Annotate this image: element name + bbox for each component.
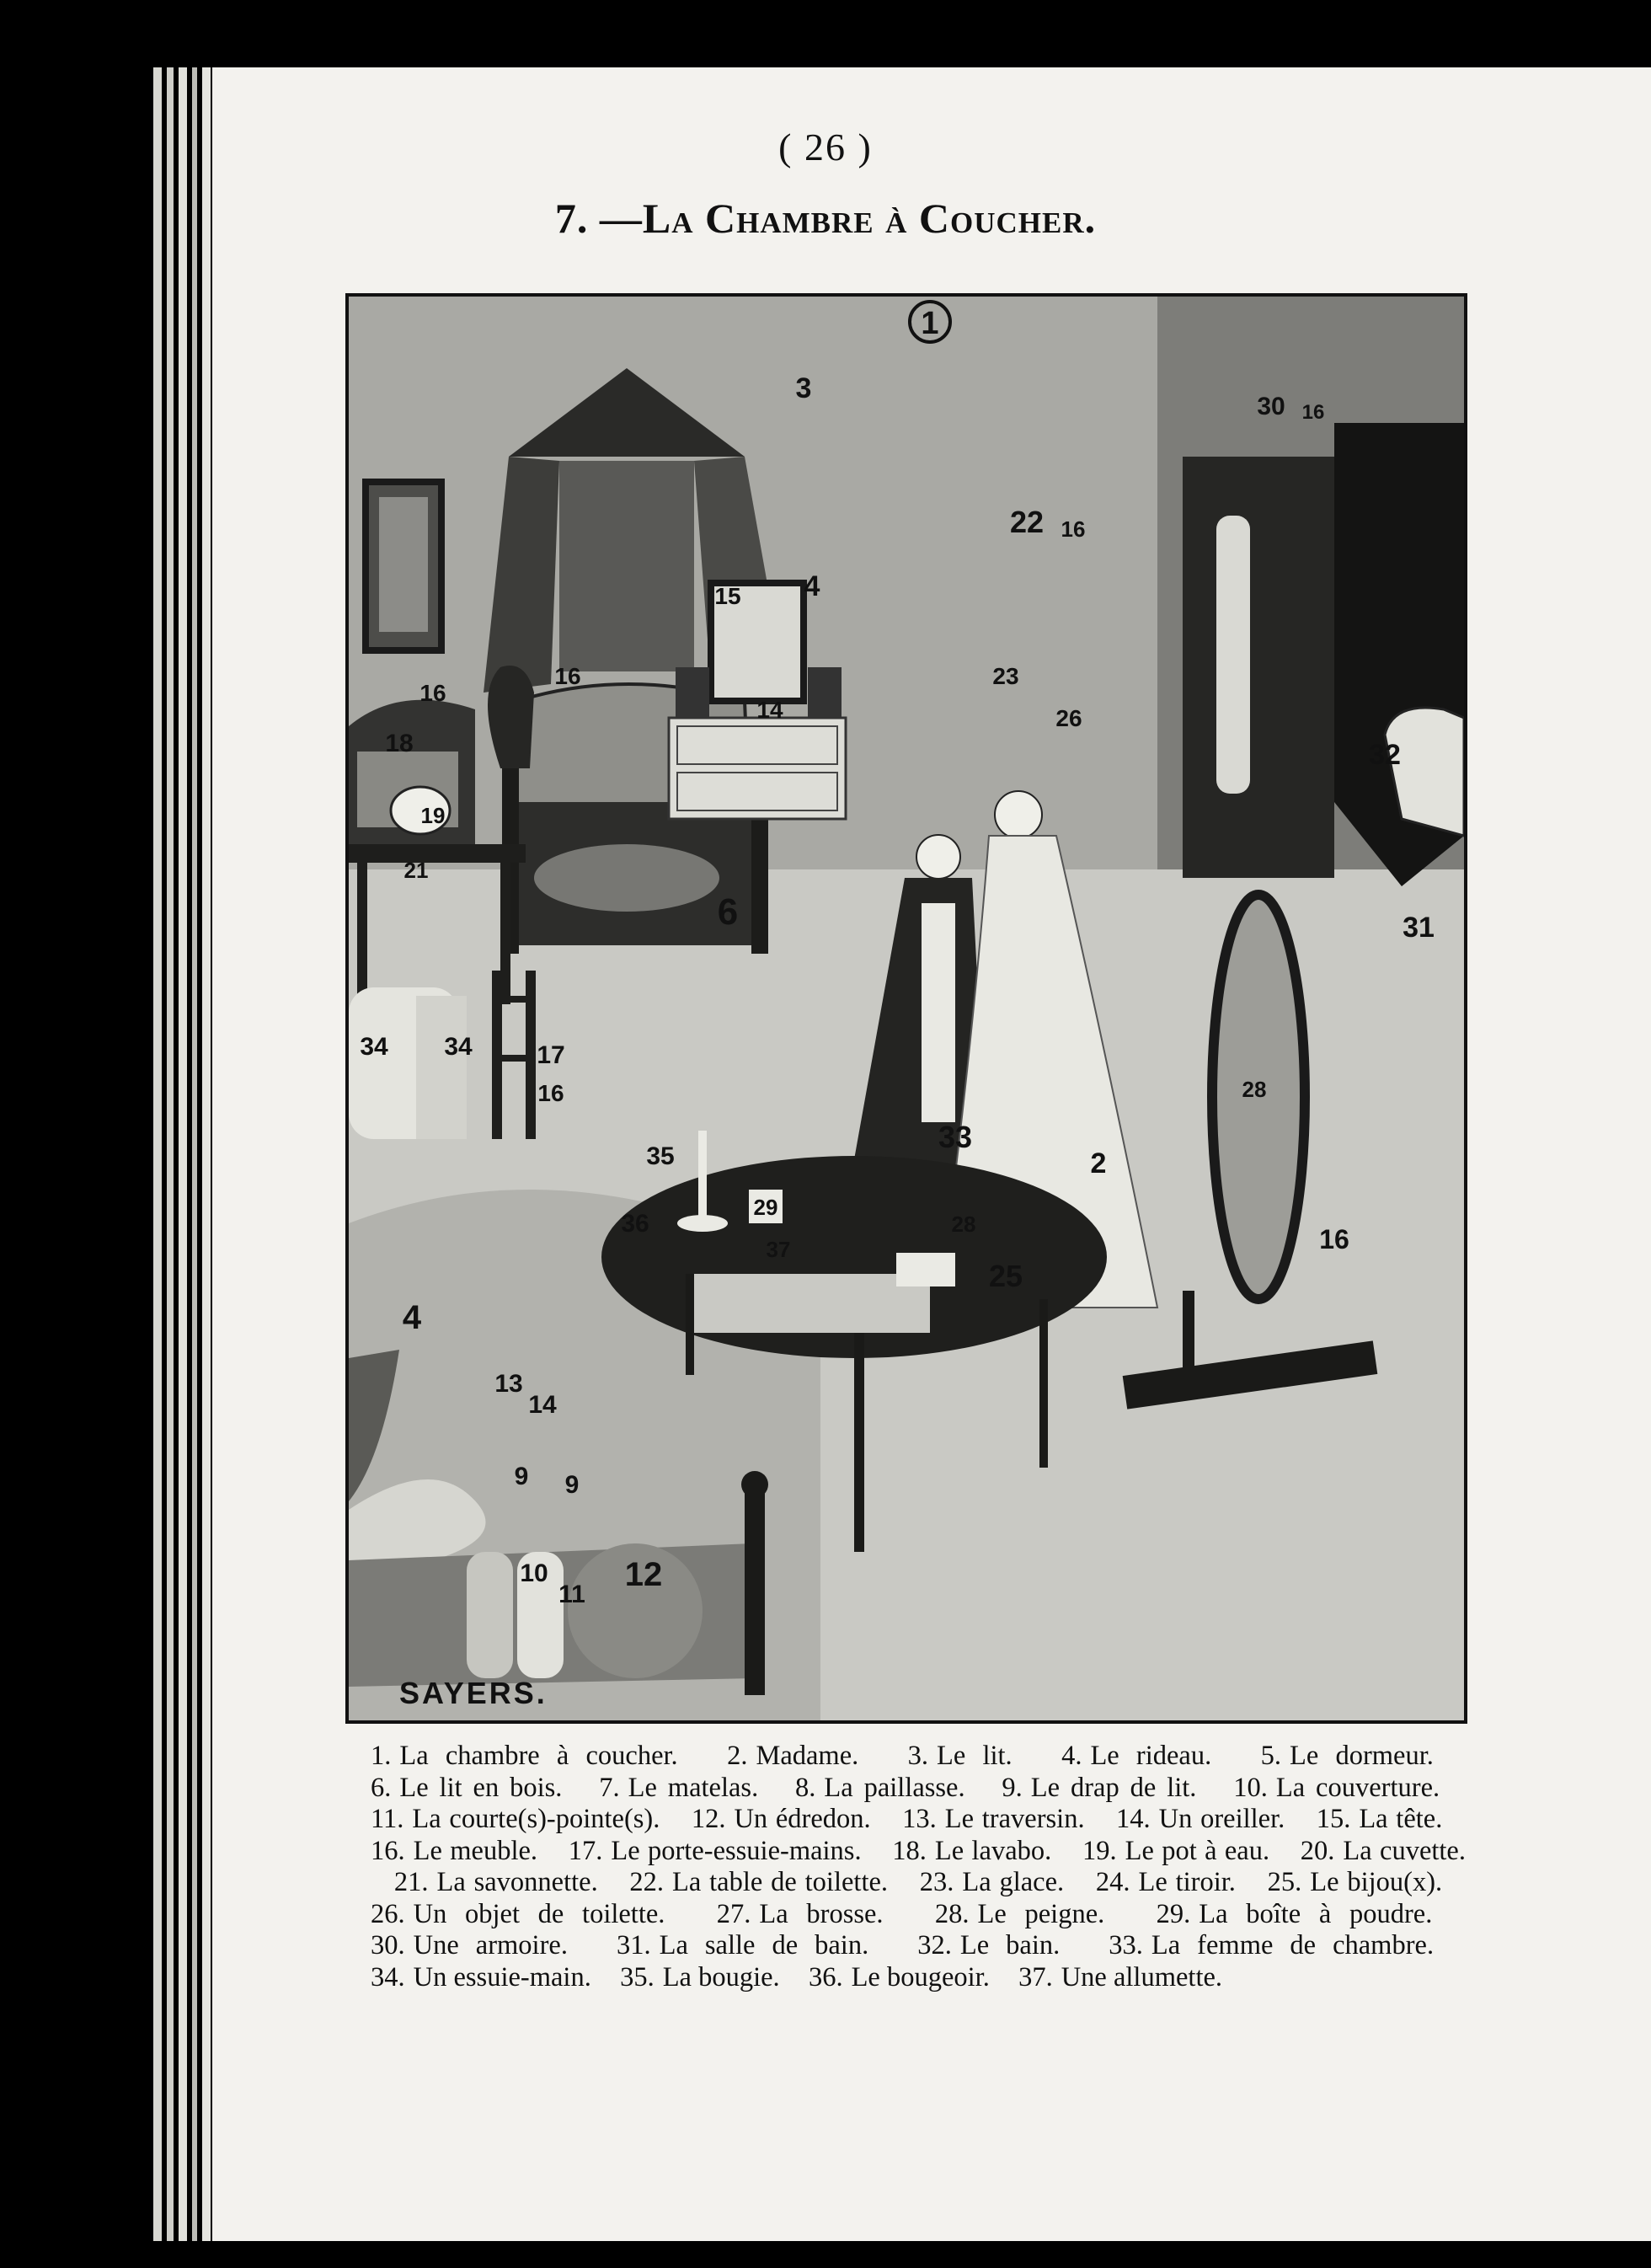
callout-14: 14 <box>756 697 783 723</box>
bedroom-illustration <box>345 293 1467 1724</box>
callout-19: 19 <box>420 803 446 828</box>
vocabulary-number: 18. <box>892 1835 927 1866</box>
vocabulary-term: Le meuble. <box>413 1835 538 1866</box>
callout-35: 35 <box>646 1142 675 1170</box>
vocabulary-entry <box>1268 1867 1443 1897</box>
vocabulary-number: 29. <box>1156 1898 1191 1929</box>
vocabulary-term: La bougie. <box>662 1961 780 1993</box>
vocabulary-entry <box>908 1741 1013 1771</box>
callout-32: 32 <box>1369 739 1401 771</box>
callout-21: 21 <box>403 858 429 883</box>
callout-34: 34 <box>444 1033 473 1061</box>
vocabulary-number: 6. <box>371 1772 392 1803</box>
callout-6: 6 <box>717 891 739 933</box>
callout-16: 16 <box>554 663 581 689</box>
vocabulary-entry <box>1233 1773 1440 1803</box>
vocabulary-term: La brosse. <box>759 1898 884 1929</box>
vocabulary-term: Un objet de toilette. <box>413 1898 665 1929</box>
vocabulary-number: 4. <box>1061 1741 1082 1771</box>
vocabulary-entry <box>617 1930 868 1960</box>
vocabulary-entry <box>1096 1867 1236 1897</box>
vocabulary-number: 25. <box>1267 1867 1302 1897</box>
vocabulary-entry <box>917 1930 1060 1960</box>
callout-16: 16 <box>537 1080 564 1106</box>
vocabulary-number: 23. <box>919 1867 954 1897</box>
vocabulary-term: Le lavabo. <box>934 1835 1052 1866</box>
vocabulary-term: Un édredon. <box>734 1804 871 1834</box>
callout-28: 28 <box>951 1212 976 1237</box>
vocabulary-entry <box>629 1867 888 1897</box>
vocabulary-term: La glace. <box>962 1867 1065 1897</box>
vocabulary-list <box>371 1741 1466 1993</box>
callout-25: 25 <box>988 1259 1023 1293</box>
vocabulary-term: Le porte-essuie-mains. <box>611 1835 862 1866</box>
callout-17: 17 <box>537 1041 565 1069</box>
vocabulary-entry <box>920 1867 1064 1897</box>
vocabulary-number: 19. <box>1082 1835 1117 1866</box>
vocabulary-term: La courte(s)-pointe(s). <box>412 1804 660 1834</box>
vocabulary-entry <box>371 1804 660 1834</box>
vocabulary-number: 26. <box>371 1898 405 1929</box>
callout-23: 23 <box>992 663 1019 689</box>
book-page-edges <box>150 67 217 2241</box>
vocabulary-number: 8. <box>795 1772 816 1803</box>
vocabulary-number: 16. <box>371 1835 405 1866</box>
vocabulary-entry <box>795 1773 965 1803</box>
vocabulary-entry <box>1061 1741 1211 1771</box>
callout-4: 4 <box>402 1299 422 1336</box>
callout-36: 36 <box>621 1210 649 1238</box>
page-title: 7. —La Chambre à Coucher. <box>554 195 1097 242</box>
vocabulary-number: 32. <box>917 1930 952 1960</box>
vocabulary-number: 10. <box>1233 1772 1268 1803</box>
callout-33: 33 <box>938 1120 973 1154</box>
vocabulary-entry <box>1261 1741 1434 1771</box>
vocabulary-number: 15. <box>1316 1804 1351 1834</box>
callout-16: 16 <box>1301 401 1325 424</box>
callout-28: 28 <box>1242 1077 1267 1102</box>
page-number: ( 26 ) <box>778 126 873 168</box>
vocabulary-term: Le bougeoir. <box>851 1961 990 1993</box>
illustration-drawing <box>349 297 1464 1720</box>
vocabulary-number: 13. <box>902 1804 937 1834</box>
vocabulary-number: 30. <box>371 1930 405 1960</box>
vocabulary-entry <box>569 1836 862 1866</box>
vocabulary-term: Une armoire. <box>413 1930 568 1960</box>
vocabulary-entry <box>371 1930 568 1960</box>
callout-30: 30 <box>1257 393 1285 420</box>
vocabulary-number: 24. <box>1095 1867 1130 1897</box>
vocabulary-term: Le rideau. <box>1090 1741 1212 1771</box>
vocabulary-entry <box>935 1899 1104 1929</box>
callout-34: 34 <box>360 1033 388 1061</box>
vocabulary-term: Le tiroir. <box>1138 1867 1236 1897</box>
vocabulary-entry <box>1018 1962 1222 1993</box>
vocabulary-entry <box>727 1741 858 1771</box>
vocabulary-entry <box>1317 1804 1443 1834</box>
vocabulary-term: La savonnette. <box>436 1867 598 1897</box>
vocabulary-number: 31. <box>616 1930 651 1960</box>
vocabulary-entry <box>599 1773 758 1803</box>
vocabulary-number: 2. <box>727 1741 748 1771</box>
callout-29: 29 <box>753 1195 778 1220</box>
callout-1: 1 <box>921 306 939 341</box>
callout-16: 16 <box>419 680 446 706</box>
vocabulary-term: La chambre à coucher. <box>399 1741 678 1771</box>
callout-9: 9 <box>514 1463 529 1490</box>
vocabulary-entry <box>371 1836 537 1866</box>
callout-2: 2 <box>1090 1147 1107 1179</box>
vocabulary-number: 7. <box>599 1772 620 1803</box>
vocabulary-term: La paillasse. <box>824 1772 965 1803</box>
callout-26: 26 <box>1055 705 1082 731</box>
vocabulary-term: Le matelas. <box>628 1772 759 1803</box>
callout-3: 3 <box>795 372 812 404</box>
vocabulary-term: La tête. <box>1359 1804 1443 1834</box>
vocabulary-term: Le peigne. <box>977 1898 1105 1929</box>
vocabulary-number: 11. <box>371 1804 404 1834</box>
callout-11: 11 <box>558 1581 585 1608</box>
callout-13: 13 <box>494 1370 523 1398</box>
vocabulary-entry <box>620 1962 780 1993</box>
vocabulary-entry <box>1109 1930 1434 1960</box>
vocabulary-entry <box>1116 1804 1285 1834</box>
vocabulary-number: 35. <box>620 1961 655 1993</box>
vocabulary-term: La couverture. <box>1275 1772 1440 1803</box>
vocabulary-number: 9. <box>1002 1772 1023 1803</box>
vocabulary-number: 28. <box>934 1898 970 1929</box>
callout-31: 31 <box>1403 912 1435 944</box>
vocabulary-term: Un oreiller. <box>1158 1804 1285 1834</box>
vocabulary-term: Le bain. <box>959 1930 1061 1960</box>
vocabulary-number: 20. <box>1300 1835 1335 1866</box>
vocabulary-entry <box>1002 1773 1196 1803</box>
callout-14: 14 <box>528 1391 557 1419</box>
vocabulary-entry <box>394 1867 598 1897</box>
callout-12: 12 <box>624 1556 663 1593</box>
callout-10: 10 <box>520 1559 548 1587</box>
vocabulary-term: Le lit. <box>937 1741 1013 1771</box>
vocabulary-number: 27. <box>716 1898 751 1929</box>
vocabulary-entry <box>809 1962 990 1993</box>
vocabulary-number: 3. <box>907 1741 929 1771</box>
vocabulary-number: 12. <box>691 1804 726 1834</box>
vocabulary-entry <box>717 1899 884 1929</box>
vocabulary-number: 36. <box>808 1961 843 1993</box>
vocabulary-term: Le lit en bois. <box>399 1772 563 1803</box>
vocabulary-term: La table de toilette. <box>672 1867 889 1897</box>
vocabulary-term: La salle de bain. <box>659 1930 869 1960</box>
vocabulary-term: Un essuie-main. <box>413 1961 591 1993</box>
vocabulary-number: 17. <box>568 1835 603 1866</box>
vocabulary-number: 21. <box>393 1867 429 1897</box>
vocabulary-entry <box>692 1804 871 1834</box>
callout-9: 9 <box>564 1471 580 1499</box>
callout-4: 4 <box>804 570 820 602</box>
vocabulary-entry <box>371 1899 665 1929</box>
callout-22: 22 <box>1009 505 1045 539</box>
vocabulary-number: 1. <box>371 1741 392 1771</box>
vocabulary-term: Le traversin. <box>944 1804 1085 1834</box>
vocabulary-entry <box>371 1741 678 1771</box>
callout-37: 37 <box>766 1237 791 1262</box>
callout-16: 16 <box>1319 1224 1349 1254</box>
vocabulary-entry <box>1157 1899 1433 1929</box>
vocabulary-term: Le bijou(x). <box>1310 1867 1443 1897</box>
vocabulary-entry <box>1082 1836 1269 1866</box>
vocabulary-term: La femme de chambre. <box>1151 1930 1435 1960</box>
callout-15: 15 <box>714 583 741 609</box>
vocabulary-number: 33. <box>1109 1930 1143 1960</box>
vocabulary-term: Madame. <box>756 1741 859 1771</box>
vocabulary-number: 5. <box>1260 1741 1281 1771</box>
artist-signature: SAYERS. <box>399 1676 548 1710</box>
vocabulary-entry <box>371 1962 591 1993</box>
vocabulary-number: 22. <box>629 1867 665 1897</box>
callout-18: 18 <box>385 730 414 757</box>
vocabulary-entry <box>1301 1836 1466 1866</box>
vocabulary-term: La cuvette. <box>1343 1835 1466 1866</box>
vocabulary-number: 37. <box>1018 1961 1053 1993</box>
vocabulary-term: Le drap de lit. <box>1030 1772 1197 1803</box>
vocabulary-entry <box>371 1773 562 1803</box>
vocabulary-term: Une allumette. <box>1061 1961 1223 1993</box>
vocabulary-term: La boîte à poudre. <box>1199 1898 1433 1929</box>
vocabulary-term: Le dormeur. <box>1289 1741 1434 1771</box>
vocabulary-entry <box>902 1804 1084 1834</box>
vocabulary-number: 34. <box>371 1961 405 1993</box>
vocabulary-term: Le pot à eau. <box>1125 1835 1270 1866</box>
vocabulary-entry <box>892 1836 1051 1866</box>
vocabulary-number: 14. <box>1116 1804 1151 1834</box>
callout-16: 16 <box>1061 516 1086 542</box>
